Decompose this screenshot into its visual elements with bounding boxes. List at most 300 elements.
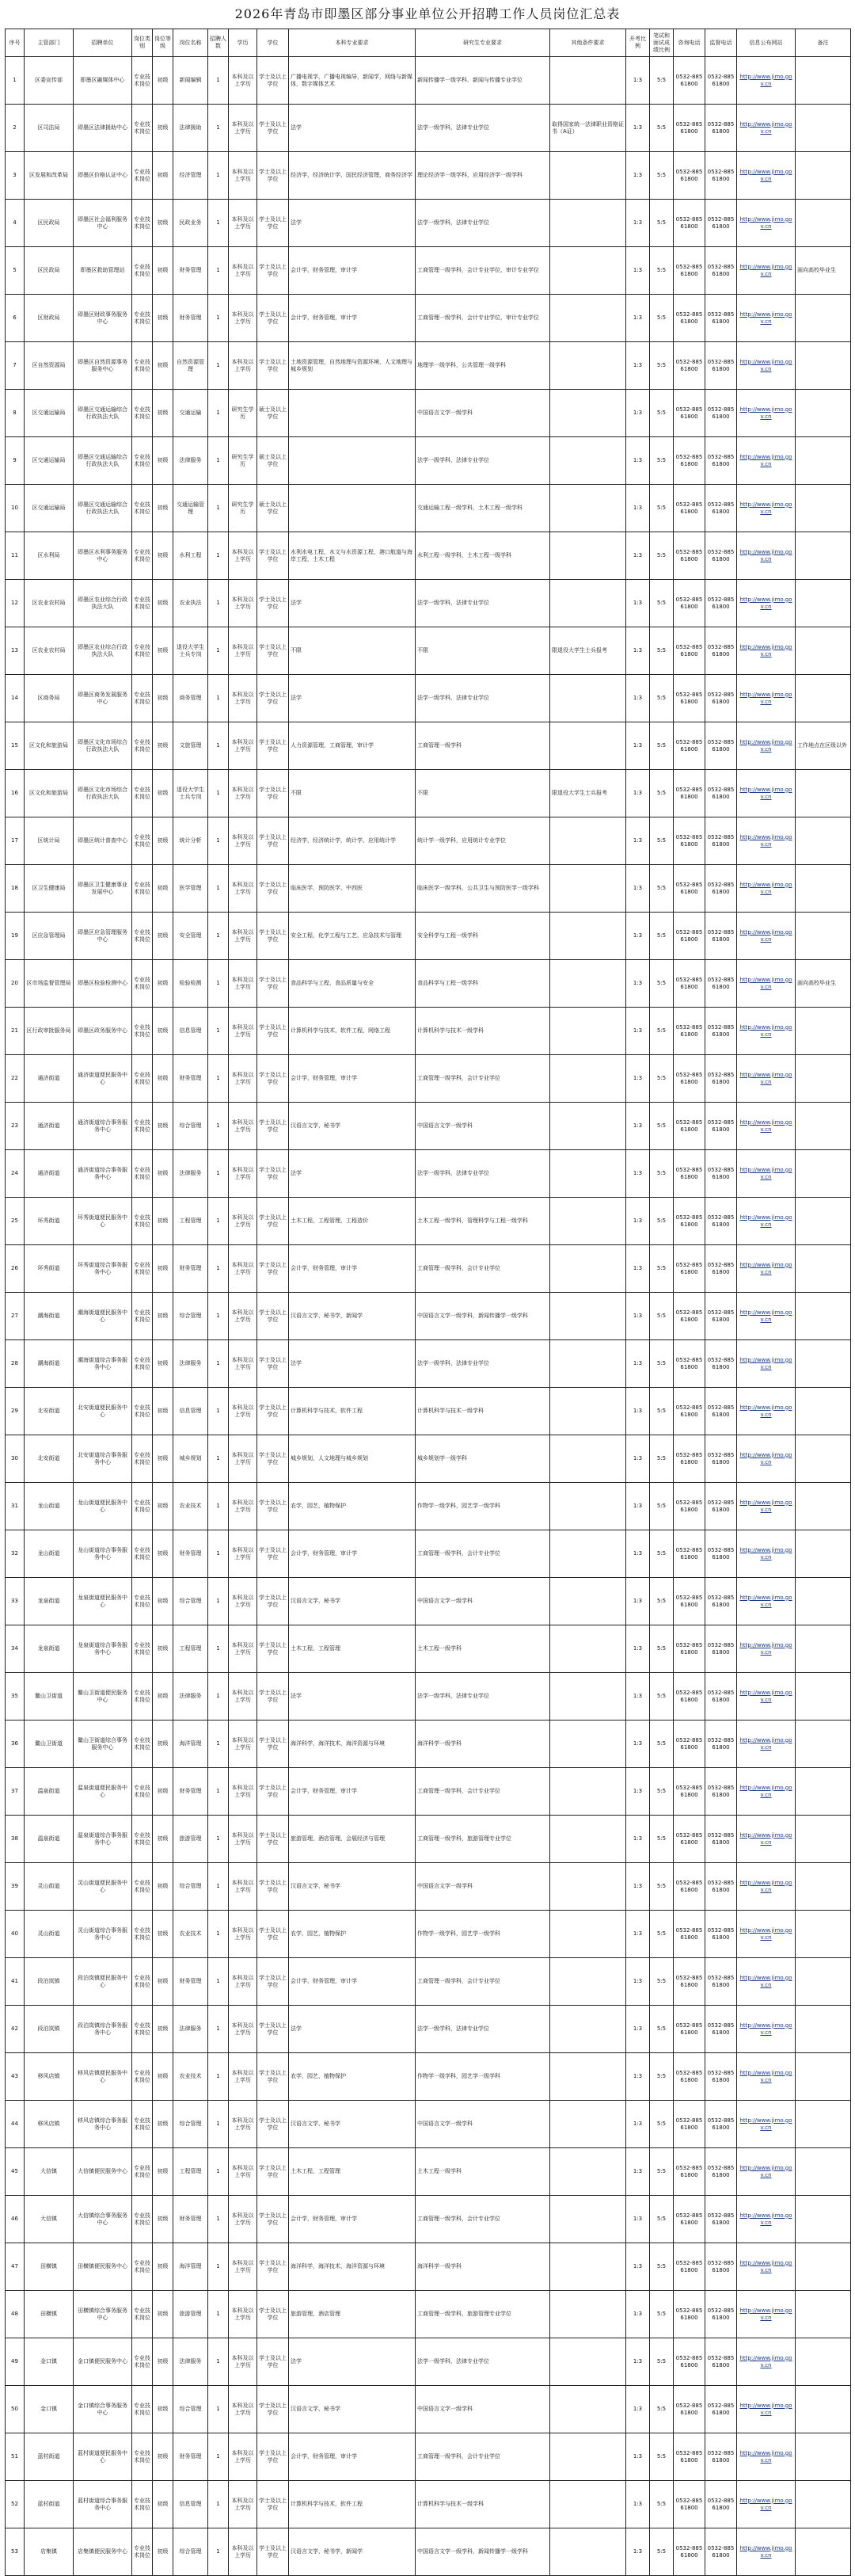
table-row — [6, 2101, 851, 2148]
remark-cell — [796, 1673, 851, 1721]
supervise-phone-cell: 0532-88561800 — [705, 2101, 737, 2148]
hiring-unit-cell: 灵山街道便民服务中心 — [74, 1863, 132, 1911]
other-requirements-cell — [550, 485, 626, 532]
website-link[interactable]: http://www.jimo.gov.cn — [737, 2053, 796, 2101]
website-link[interactable]: http://www.jimo.gov.cn — [737, 1055, 796, 1103]
row-number-cell: 33 — [6, 1578, 25, 1625]
post-name-cell: 法律服务 — [173, 1150, 208, 1198]
other-requirements-cell — [550, 1578, 626, 1625]
other-requirements-cell — [550, 247, 626, 295]
post-name-cell: 经济管理 — [173, 152, 208, 200]
supervise-phone-cell: 0532-88561800 — [705, 1150, 737, 1198]
phone-cell: 0532-88561800 — [674, 1150, 705, 1198]
score-ratio-cell: 5:5 — [650, 1863, 674, 1911]
post-grade-cell: 初级 — [153, 247, 173, 295]
other-requirements-cell — [550, 532, 626, 580]
post-name-cell: 综合管理 — [173, 2528, 208, 2576]
score-ratio-cell: 5:5 — [650, 1055, 674, 1103]
post-name-cell: 交通运输管理 — [173, 485, 208, 532]
post-grade-cell: 初级 — [153, 1103, 173, 1150]
website-link[interactable]: http://www.jimo.gov.cn — [737, 817, 796, 865]
hiring-unit-cell: 即墨区商务发展服务中心 — [74, 675, 132, 722]
score-ratio-cell: 5:5 — [650, 1673, 674, 1721]
postgrad-major-cell: 法学一级学科，法律专业学位 — [416, 580, 550, 627]
website-link[interactable]: http://www.jimo.gov.cn — [737, 1863, 796, 1911]
department-cell: 区农业农村局 — [25, 580, 74, 627]
supervise-phone-cell: 0532-88561800 — [705, 57, 737, 105]
postgrad-major-cell: 法学一级学科，法律专业学位 — [416, 675, 550, 722]
postgrad-major-cell: 计算机科学与技术一级学科 — [416, 1388, 550, 1435]
post-name-cell: 综合管理 — [173, 1293, 208, 1340]
other-requirements-cell — [550, 2338, 626, 2386]
education-cell: 本科及以上学历 — [229, 1008, 257, 1055]
post-category-cell: 专业技术岗位 — [132, 913, 153, 960]
degree-cell: 学士及以上学位 — [257, 627, 289, 675]
website-link[interactable]: http://www.jimo.gov.cn — [737, 2481, 796, 2528]
remark-cell — [796, 2243, 851, 2291]
phone-cell: 0532-88561800 — [674, 105, 705, 152]
department-cell: 田横镇 — [25, 2243, 74, 2291]
website-link[interactable]: http://www.jimo.gov.cn — [737, 247, 796, 295]
department-cell: 大信镇 — [25, 2196, 74, 2243]
education-cell: 本科及以上学历 — [229, 722, 257, 770]
post-category-cell: 专业技术岗位 — [132, 2291, 153, 2338]
column-header: 咨询电话 — [674, 29, 705, 57]
column-header: 开考比例 — [626, 29, 650, 57]
exam-ratio-cell: 1:3 — [626, 675, 650, 722]
hiring-unit-cell: 即墨区交通运输综合行政执法大队 — [74, 437, 132, 485]
degree-cell: 学士及以上学位 — [257, 2386, 289, 2433]
degree-cell: 学士及以上学位 — [257, 2148, 289, 2196]
hiring-unit-cell: 田横镇综合事务服务中心 — [74, 2291, 132, 2338]
website-link[interactable]: http://www.jimo.gov.cn — [737, 2433, 796, 2481]
website-link[interactable]: http://www.jimo.gov.cn — [737, 1816, 796, 1863]
degree-cell: 硕士及以上学位 — [257, 390, 289, 437]
exam-ratio-cell: 1:3 — [626, 532, 650, 580]
department-cell: 区行政审批服务局 — [25, 1008, 74, 1055]
website-link[interactable]: http://www.jimo.gov.cn — [737, 200, 796, 247]
post-category-cell: 专业技术岗位 — [132, 580, 153, 627]
education-cell: 研究生学历 — [229, 390, 257, 437]
undergrad-major-cell: 汉语言文学，秘书学 — [289, 2386, 416, 2433]
postgrad-major-cell: 法学一级学科，法律专业学位 — [416, 2006, 550, 2053]
website-link[interactable]: http://www.jimo.gov.cn — [737, 1911, 796, 1958]
website-link[interactable]: http://www.jimo.gov.cn — [737, 770, 796, 817]
score-ratio-cell: 5:5 — [650, 2481, 674, 2528]
postgrad-major-cell: 交通运输工程一级学科，土木工程一级学科 — [416, 485, 550, 532]
postgrad-major-cell: 工商管理一级学科，会计专业学位 — [416, 1958, 550, 2006]
score-ratio-cell: 5:5 — [650, 2386, 674, 2433]
education-cell: 本科及以上学历 — [229, 1435, 257, 1483]
row-number-cell: 49 — [6, 2338, 25, 2386]
post-grade-cell: 初级 — [153, 1198, 173, 1245]
department-cell: 蓝村街道 — [25, 2481, 74, 2528]
other-requirements-cell — [550, 2101, 626, 2148]
exam-ratio-cell: 1:3 — [626, 2291, 650, 2338]
exam-ratio-cell: 1:3 — [626, 2338, 650, 2386]
phone-cell: 0532-88561800 — [674, 2433, 705, 2481]
website-link[interactable]: http://www.jimo.gov.cn — [737, 1150, 796, 1198]
department-cell: 区交通运输局 — [25, 485, 74, 532]
other-requirements-cell — [550, 437, 626, 485]
remark-cell — [796, 1578, 851, 1625]
phone-cell: 0532-88561800 — [674, 770, 705, 817]
phone-cell: 0532-88561800 — [674, 1721, 705, 1768]
postgrad-major-cell: 土木工程一级学科 — [416, 1625, 550, 1673]
website-link[interactable]: http://www.jimo.gov.cn — [737, 2291, 796, 2338]
post-name-cell: 退役大学生士兵专岗 — [173, 627, 208, 675]
post-category-cell: 专业技术岗位 — [132, 1530, 153, 1578]
hiring-unit-cell: 即墨区法律援助中心 — [74, 105, 132, 152]
score-ratio-cell: 5:5 — [650, 2528, 674, 2576]
table-row — [6, 390, 851, 437]
remark-cell — [796, 2433, 851, 2481]
website-link[interactable]: http://www.jimo.gov.cn — [737, 722, 796, 770]
website-link[interactable]: http://www.jimo.gov.cn — [737, 105, 796, 152]
row-number-cell: 18 — [6, 865, 25, 913]
post-category-cell: 专业技术岗位 — [132, 2243, 153, 2291]
hiring-unit-cell: 即墨区农业综合行政执法大队 — [74, 627, 132, 675]
education-cell: 本科及以上学历 — [229, 1768, 257, 1816]
website-link[interactable]: http://www.jimo.gov.cn — [737, 295, 796, 342]
exam-ratio-cell: 1:3 — [626, 865, 650, 913]
website-link[interactable]: http://www.jimo.gov.cn — [737, 1435, 796, 1483]
post-name-cell: 退役大学生士兵专岗 — [173, 770, 208, 817]
phone-cell: 0532-88561800 — [674, 2481, 705, 2528]
website-link[interactable]: http://www.jimo.gov.cn — [737, 675, 796, 722]
table-row — [6, 247, 851, 295]
post-category-cell: 专业技术岗位 — [132, 1625, 153, 1673]
score-ratio-cell: 5:5 — [650, 1245, 674, 1293]
score-ratio-cell: 5:5 — [650, 1816, 674, 1863]
website-link[interactable]: http://www.jimo.gov.cn — [737, 2338, 796, 2386]
post-category-cell: 专业技术岗位 — [132, 200, 153, 247]
website-link[interactable]: http://www.jimo.gov.cn — [737, 1530, 796, 1578]
phone-cell: 0532-88561800 — [674, 1340, 705, 1388]
degree-cell: 学士及以上学位 — [257, 2481, 289, 2528]
column-header: 主管部门 — [25, 29, 74, 57]
row-number-cell: 4 — [6, 200, 25, 247]
exam-ratio-cell: 1:3 — [626, 2386, 650, 2433]
postgrad-major-cell: 工商管理一级学科，会计专业学位 — [416, 2433, 550, 2481]
hiring-unit-cell: 蓝村街道综合事务服务中心 — [74, 2481, 132, 2528]
supervise-phone-cell: 0532-88561800 — [705, 627, 737, 675]
education-cell: 本科及以上学历 — [229, 960, 257, 1008]
row-number-cell: 1 — [6, 57, 25, 105]
phone-cell: 0532-88561800 — [674, 817, 705, 865]
post-category-cell: 专业技术岗位 — [132, 2481, 153, 2528]
website-link[interactable]: http://www.jimo.gov.cn — [737, 913, 796, 960]
phone-cell: 0532-88561800 — [674, 1816, 705, 1863]
website-link[interactable]: http://www.jimo.gov.cn — [737, 2006, 796, 2053]
exam-ratio-cell: 1:3 — [626, 200, 650, 247]
other-requirements-cell — [550, 1435, 626, 1483]
website-link[interactable]: http://www.jimo.gov.cn — [737, 865, 796, 913]
table-row — [6, 2433, 851, 2481]
phone-cell: 0532-88561800 — [674, 2243, 705, 2291]
postgrad-major-cell: 中国语言文学一级学科 — [416, 1103, 550, 1150]
other-requirements-cell — [550, 1483, 626, 1530]
table-row — [6, 1625, 851, 1673]
website-link[interactable]: http://www.jimo.gov.cn — [737, 1008, 796, 1055]
degree-cell: 学士及以上学位 — [257, 1055, 289, 1103]
remark-cell — [796, 1958, 851, 2006]
post-name-cell: 信息管理 — [173, 1388, 208, 1435]
score-ratio-cell: 5:5 — [650, 1198, 674, 1245]
undergrad-major-cell: 海洋科学，海洋技术，海洋资源与环境 — [289, 2243, 416, 2291]
department-cell: 区民政局 — [25, 200, 74, 247]
education-cell: 研究生学历 — [229, 485, 257, 532]
hiring-unit-cell: 田横镇便民服务中心 — [74, 2243, 132, 2291]
score-ratio-cell: 5:5 — [650, 1435, 674, 1483]
department-cell: 温泉街道 — [25, 1768, 74, 1816]
website-link[interactable]: http://www.jimo.gov.cn — [737, 342, 796, 390]
remark-cell — [796, 2481, 851, 2528]
hiring-unit-cell: 即墨区自然资源事务服务中心 — [74, 342, 132, 390]
postgrad-major-cell: 工商管理一级学科，会计专业学位 — [416, 1530, 550, 1578]
website-link[interactable]: http://www.jimo.gov.cn — [737, 390, 796, 437]
post-grade-cell: 初级 — [153, 1958, 173, 2006]
website-link[interactable]: http://www.jimo.gov.cn — [737, 1768, 796, 1816]
education-cell: 本科及以上学历 — [229, 2433, 257, 2481]
website-link[interactable]: http://www.jimo.gov.cn — [737, 1340, 796, 1388]
score-ratio-cell: 5:5 — [650, 532, 674, 580]
other-requirements-cell — [550, 1150, 626, 1198]
website-link[interactable]: http://www.jimo.gov.cn — [737, 57, 796, 105]
hiring-unit-cell: 即墨区水利事务服务中心 — [74, 532, 132, 580]
website-link[interactable]: http://www.jimo.gov.cn — [737, 1483, 796, 1530]
post-name-cell: 财务管理 — [173, 1055, 208, 1103]
post-grade-cell: 初级 — [153, 1055, 173, 1103]
supervise-phone-cell: 0532-88561800 — [705, 1911, 737, 1958]
post-grade-cell: 初级 — [153, 2481, 173, 2528]
hire-count-cell: 1 — [208, 200, 229, 247]
website-link[interactable]: http://www.jimo.gov.cn — [737, 2386, 796, 2433]
website-link[interactable]: http://www.jimo.gov.cn — [737, 1293, 796, 1340]
post-grade-cell: 初级 — [153, 1721, 173, 1768]
phone-cell: 0532-88561800 — [674, 1911, 705, 1958]
hiring-unit-cell: 段泊岚镇综合事务服务中心 — [74, 2006, 132, 2053]
website-link[interactable]: http://www.jimo.gov.cn — [737, 1625, 796, 1673]
hire-count-cell: 1 — [208, 627, 229, 675]
website-link[interactable]: http://www.jimo.gov.cn — [737, 1673, 796, 1721]
website-link[interactable]: http://www.jimo.gov.cn — [737, 1388, 796, 1435]
score-ratio-cell: 5:5 — [650, 2101, 674, 2148]
remark-cell: 面向高校毕业生 — [796, 247, 851, 295]
post-category-cell: 专业技术岗位 — [132, 1768, 153, 1816]
supervise-phone-cell: 0532-88561800 — [705, 1435, 737, 1483]
department-cell: 区商务局 — [25, 675, 74, 722]
row-number-cell: 31 — [6, 1483, 25, 1530]
website-link[interactable]: http://www.jimo.gov.cn — [737, 532, 796, 580]
supervise-phone-cell: 0532-88561800 — [705, 770, 737, 817]
degree-cell: 学士及以上学位 — [257, 2196, 289, 2243]
hiring-unit-cell: 即墨区救助管理站 — [74, 247, 132, 295]
exam-ratio-cell: 1:3 — [626, 1055, 650, 1103]
phone-cell: 0532-88561800 — [674, 2291, 705, 2338]
department-cell: 区委宣传部 — [25, 57, 74, 105]
table-body — [6, 57, 851, 2576]
website-link[interactable]: http://www.jimo.gov.cn — [737, 1103, 796, 1150]
remark-cell — [796, 1816, 851, 1863]
department-cell: 北安街道 — [25, 1435, 74, 1483]
column-header: 本科专业要求 — [289, 29, 416, 57]
exam-ratio-cell: 1:3 — [626, 1816, 650, 1863]
website-link[interactable]: http://www.jimo.gov.cn — [737, 627, 796, 675]
hiring-unit-cell: 鳌山卫街道便民服务中心 — [74, 1673, 132, 1721]
education-cell: 本科及以上学历 — [229, 770, 257, 817]
table-row — [6, 1578, 851, 1625]
other-requirements-cell — [550, 1293, 626, 1340]
hiring-unit-cell: 环秀街道便民服务中心 — [74, 1198, 132, 1245]
post-grade-cell: 初级 — [153, 1483, 173, 1530]
hiring-unit-cell: 龙山街道便民服务中心 — [74, 1483, 132, 1530]
undergrad-major-cell: 旅游管理，酒店管理 — [289, 2291, 416, 2338]
phone-cell: 0532-88561800 — [674, 532, 705, 580]
website-link[interactable]: http://www.jimo.gov.cn — [737, 2243, 796, 2291]
undergrad-major-cell: 安全工程，化学工程与工艺，应急技术与管理 — [289, 913, 416, 960]
post-name-cell: 工程管理 — [173, 2148, 208, 2196]
exam-ratio-cell: 1:3 — [626, 1958, 650, 2006]
post-grade-cell: 初级 — [153, 1768, 173, 1816]
post-category-cell: 专业技术岗位 — [132, 675, 153, 722]
supervise-phone-cell: 0532-88561800 — [705, 865, 737, 913]
undergrad-major-cell: 法学 — [289, 2006, 416, 2053]
website-link[interactable]: http://www.jimo.gov.cn — [737, 2528, 796, 2576]
exam-ratio-cell: 1:3 — [626, 2528, 650, 2576]
education-cell: 本科及以上学历 — [229, 1816, 257, 1863]
education-cell: 研究生学历 — [229, 437, 257, 485]
remark-cell — [796, 2528, 851, 2576]
department-cell: 段泊岚镇 — [25, 2006, 74, 2053]
website-link[interactable]: http://www.jimo.gov.cn — [737, 2196, 796, 2243]
remark-cell — [796, 817, 851, 865]
degree-cell: 硕士及以上学位 — [257, 437, 289, 485]
department-cell: 区交通运输局 — [25, 437, 74, 485]
hire-count-cell: 1 — [208, 57, 229, 105]
post-category-cell: 专业技术岗位 — [132, 1103, 153, 1150]
undergrad-major-cell: 法学 — [289, 675, 416, 722]
degree-cell: 学士及以上学位 — [257, 532, 289, 580]
row-number-cell: 16 — [6, 770, 25, 817]
table-row — [6, 1816, 851, 1863]
postgrad-major-cell: 安全科学与工程一级学科 — [416, 913, 550, 960]
other-requirements-cell — [550, 2433, 626, 2481]
post-grade-cell: 初级 — [153, 437, 173, 485]
post-name-cell: 综合管理 — [173, 1103, 208, 1150]
row-number-cell: 39 — [6, 1863, 25, 1911]
hiring-unit-cell: 即墨区融媒体中心 — [74, 57, 132, 105]
remark-cell — [796, 1150, 851, 1198]
exam-ratio-cell: 1:3 — [626, 1768, 650, 1816]
undergrad-major-cell: 汉语言文学，秘书学 — [289, 2101, 416, 2148]
table-row — [6, 2338, 851, 2386]
hire-count-cell: 1 — [208, 675, 229, 722]
hiring-unit-cell: 鳌山卫街道综合事务服务中心 — [74, 1721, 132, 1768]
remark-cell — [796, 1863, 851, 1911]
postgrad-major-cell: 土木工程一级学科 — [416, 2148, 550, 2196]
phone-cell: 0532-88561800 — [674, 390, 705, 437]
table-row — [6, 200, 851, 247]
website-link[interactable]: http://www.jimo.gov.cn — [737, 485, 796, 532]
website-link[interactable]: http://www.jimo.gov.cn — [737, 960, 796, 1008]
postgrad-major-cell: 中国语言文学一级学科 — [416, 1863, 550, 1911]
department-cell: 龙山街道 — [25, 1483, 74, 1530]
table-row — [6, 57, 851, 105]
row-number-cell: 42 — [6, 2006, 25, 2053]
degree-cell: 学士及以上学位 — [257, 580, 289, 627]
undergrad-major-cell: 土木工程，工程管理 — [289, 2148, 416, 2196]
phone-cell: 0532-88561800 — [674, 1530, 705, 1578]
table-row — [6, 105, 851, 152]
hiring-unit-cell: 通济街道综合事务服务中心 — [74, 1103, 132, 1150]
hire-count-cell: 1 — [208, 295, 229, 342]
hire-count-cell: 1 — [208, 485, 229, 532]
remark-cell — [796, 1103, 851, 1150]
website-link[interactable]: http://www.jimo.gov.cn — [737, 1198, 796, 1245]
website-link[interactable]: http://www.jimo.gov.cn — [737, 1578, 796, 1625]
website-link[interactable]: http://www.jimo.gov.cn — [737, 1245, 796, 1293]
post-name-cell: 水利工程 — [173, 532, 208, 580]
education-cell: 本科及以上学历 — [229, 2338, 257, 2386]
website-link[interactable]: http://www.jimo.gov.cn — [737, 580, 796, 627]
post-category-cell: 专业技术岗位 — [132, 1435, 153, 1483]
degree-cell: 学士及以上学位 — [257, 1578, 289, 1625]
website-link[interactable]: http://www.jimo.gov.cn — [737, 152, 796, 200]
supervise-phone-cell: 0532-88561800 — [705, 1863, 737, 1911]
website-link[interactable]: http://www.jimo.gov.cn — [737, 437, 796, 485]
table-header-row — [6, 29, 851, 57]
supervise-phone-cell: 0532-88561800 — [705, 2148, 737, 2196]
website-link[interactable]: http://www.jimo.gov.cn — [737, 2101, 796, 2148]
post-name-cell: 财务管理 — [173, 2433, 208, 2481]
website-link[interactable]: http://www.jimo.gov.cn — [737, 1958, 796, 2006]
other-requirements-cell — [550, 1008, 626, 1055]
undergrad-major-cell: 经济学，经济统计学，统计学，应用统计学 — [289, 817, 416, 865]
table-row — [6, 485, 851, 532]
website-link[interactable]: http://www.jimo.gov.cn — [737, 2148, 796, 2196]
exam-ratio-cell: 1:3 — [626, 2433, 650, 2481]
post-category-cell: 专业技术岗位 — [132, 2006, 153, 2053]
hiring-unit-cell: 灵山街道综合事务服务中心 — [74, 1911, 132, 1958]
table-row — [6, 770, 851, 817]
exam-ratio-cell: 1:3 — [626, 2006, 650, 2053]
degree-cell: 学士及以上学位 — [257, 2053, 289, 2101]
postgrad-major-cell: 中国语言文学一级学科 — [416, 390, 550, 437]
post-category-cell: 专业技术岗位 — [132, 2053, 153, 2101]
post-name-cell: 海洋管理 — [173, 1721, 208, 1768]
recruitment-table — [5, 29, 851, 2576]
exam-ratio-cell: 1:3 — [626, 485, 650, 532]
undergrad-major-cell: 食品科学与工程，食品质量与安全 — [289, 960, 416, 1008]
hiring-unit-cell: 潮海街道综合事务服务中心 — [74, 1340, 132, 1388]
remark-cell — [796, 295, 851, 342]
post-name-cell: 财务管理 — [173, 1768, 208, 1816]
phone-cell: 0532-88561800 — [674, 1578, 705, 1625]
hire-count-cell: 1 — [208, 105, 229, 152]
post-name-cell: 财务管理 — [173, 1958, 208, 2006]
website-link[interactable]: http://www.jimo.gov.cn — [737, 1721, 796, 1768]
undergrad-major-cell: 计算机科学与技术，软件工程 — [289, 2481, 416, 2528]
degree-cell: 学士及以上学位 — [257, 1435, 289, 1483]
hiring-unit-cell: 即墨区文化市场综合行政执法大队 — [74, 770, 132, 817]
row-number-cell: 11 — [6, 532, 25, 580]
hiring-unit-cell: 即墨区交通运输综合行政执法大队 — [74, 390, 132, 437]
post-name-cell: 财务管理 — [173, 247, 208, 295]
degree-cell: 学士及以上学位 — [257, 1768, 289, 1816]
post-grade-cell: 初级 — [153, 580, 173, 627]
post-category-cell: 专业技术岗位 — [132, 1578, 153, 1625]
